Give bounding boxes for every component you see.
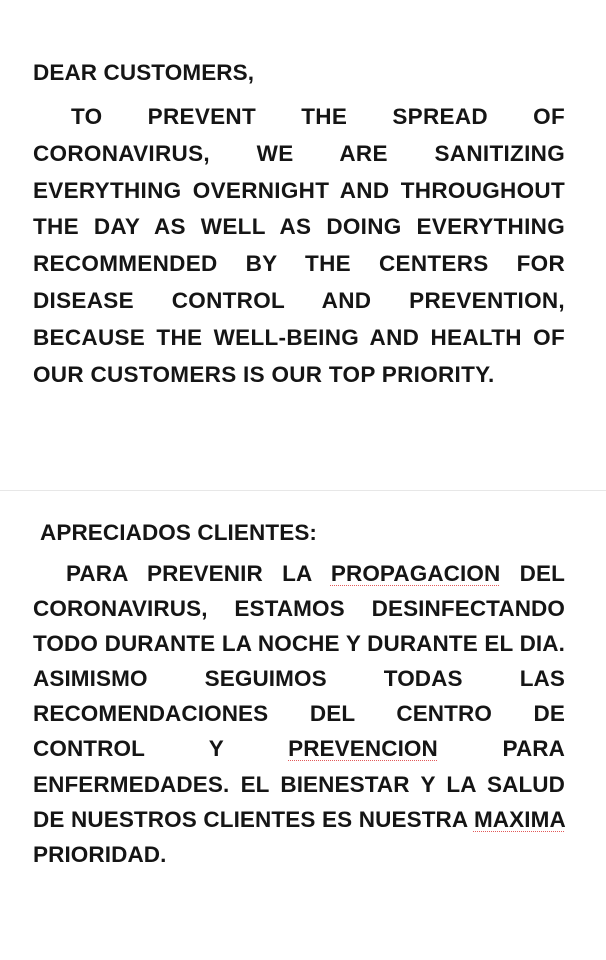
spanish-notice bbox=[33, 518, 565, 872]
spellcheck-word-maxima: MAXIMA bbox=[473, 806, 565, 832]
section-divider bbox=[0, 490, 606, 491]
english-notice bbox=[33, 58, 565, 393]
spanish-body bbox=[33, 556, 565, 872]
spanish-greeting: APRECIADOS CLIENTES: bbox=[40, 520, 318, 545]
spanish-body-part1: PARA PREVENIR LA bbox=[66, 561, 312, 586]
english-body: TO PREVENT THE SPREAD OF CORONAVIRUS, WE ARE SANITIZING EVERYTHING OVERNIGHT AND THROUGHOUT THE DAY AS WELL AS DOING EVERYTHING RECOMMENDED BY THE CENTERS FOR DISEASE CONTROL AND PREVENTION, BECAUSE THE WELL-BEING AND HEALTH OF OUR CUSTOMERS IS OUR TOP PRIORITY. bbox=[33, 104, 565, 387]
spanish-body-part3: PARA ENFERMEDADES. EL BIENESTAR Y LA SALUD DE NUESTROS CLIENTES ES NUESTRA bbox=[33, 736, 565, 832]
spanish-body-part2: DEL CORONAVIRUS, ESTAMOS DESINFECTANDO TODO DURANTE LA NOCHE Y DURANTE EL DIA. ASIMISMO SEGUIMOS TODAS LAS RECOMENDACIONES DEL CENTRO DE CONTROL Y bbox=[33, 561, 565, 762]
spanish-body-part4: PRIORIDAD. bbox=[33, 841, 167, 867]
english-greeting: DEAR CUSTOMERS, bbox=[33, 60, 255, 85]
spellcheck-word-prevencion: PREVENCION bbox=[288, 736, 438, 762]
spellcheck-word-propagacion: PROPAGACION bbox=[330, 561, 501, 586]
